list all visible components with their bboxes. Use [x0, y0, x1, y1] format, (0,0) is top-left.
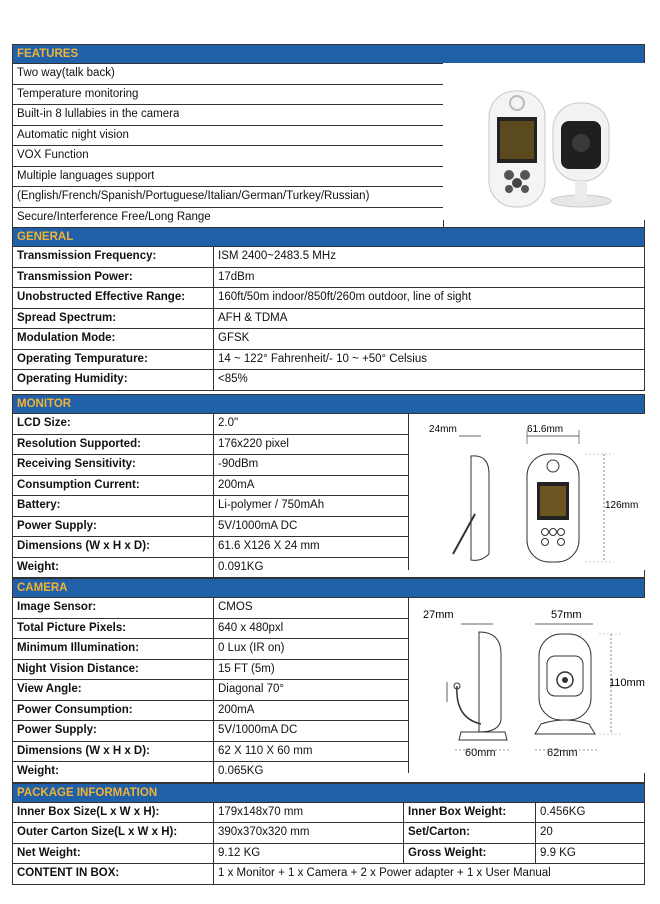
- product-photo: [443, 63, 645, 220]
- monitor-row: Consumption Current: 200mA: [13, 476, 644, 497]
- camera-table: [13, 598, 644, 783]
- general-row: Transmission Frequency: ISM 2400~2483.5 MHz: [13, 247, 644, 268]
- camera-row: Power Consumption: 200mA: [13, 701, 644, 722]
- general-row: Operating Tempurature: 14 ~ 122° Fahrenheit/- 10 ~ +50° Celsius: [13, 350, 644, 371]
- monitor-camera-package-block: [12, 394, 645, 885]
- camera-dimension-drawing: [408, 598, 646, 773]
- camera-depth-label: 27mm: [423, 609, 454, 621]
- package-row: Outer Carton Size(L x W x H): 390x370x320 mm Set/Carton: 20: [13, 823, 644, 844]
- features-general-block: [12, 44, 645, 391]
- monitor-dimension-drawing: [408, 414, 646, 570]
- camera-base-depth-label: 60mm: [465, 747, 496, 759]
- camera-row: View Angle: Diagonal 70°: [13, 680, 644, 701]
- camera-row: Night Vision Distance: 15 FT (5m): [13, 660, 644, 681]
- monitor-row: Weight: 0.091KG: [13, 558, 644, 579]
- monitor-row: Power Supply: 5V/1000mA DC: [13, 517, 644, 538]
- feature-item: Temperature monitoring: [13, 85, 444, 106]
- feature-item: Automatic night vision: [13, 126, 444, 147]
- monitor-row: LCD Size: 2.0": [13, 414, 644, 435]
- monitor-table: [13, 414, 644, 578]
- monitor-height-label: 126mm: [605, 500, 639, 511]
- monitor-depth-label: 24mm: [429, 424, 457, 435]
- camera-row: Minimum Illumination: 0 Lux (IR on): [13, 639, 644, 660]
- camera-diagram: [409, 598, 646, 773]
- camera-row: Dimensions (W x H x D): 62 X 110 X 60 mm: [13, 742, 644, 763]
- monitor-header: MONITOR: [13, 395, 644, 414]
- monitor-row: Resolution Supported: 176x220 pixel: [13, 435, 644, 456]
- monitor-width-label: 61.6mm: [527, 424, 564, 435]
- monitor-row: Receiving Sensitivity: -90dBm: [13, 455, 644, 476]
- monitor-row: Battery: Li-polymer / 750mAh: [13, 496, 644, 517]
- general-row: Spread Spectrum: AFH & TDMA: [13, 309, 644, 330]
- package-table: [13, 803, 644, 884]
- general-row: Operating Humidity: <85%: [13, 370, 644, 390]
- camera-height-label: 110mm: [609, 677, 645, 689]
- camera-row: Power Supply: 5V/1000mA DC: [13, 721, 644, 742]
- baby-monitor-set-image: [443, 63, 645, 220]
- camera-row: Weight: 0.065KG: [13, 762, 644, 783]
- package-content-row: CONTENT IN BOX: 1 x Monitor + 1 x Camera + 2 x Power adapter + 1 x User Manual: [13, 864, 644, 884]
- feature-item: (English/French/Spanish/Portuguese/Italian/German/Turkey/Russian): [13, 187, 444, 208]
- package-row: Net Weight: 9.12 KG Gross Weight: 9.9 KG: [13, 844, 644, 865]
- feature-item: Multiple languages support: [13, 167, 444, 188]
- camera-row: Total Picture Pixels: 640 x 480pxl: [13, 619, 644, 640]
- monitor-row: Dimensions (W x H x D): 61.6 X126 X 24 mm: [13, 537, 644, 558]
- general-table: [13, 247, 644, 390]
- camera-width-label: 57mm: [551, 609, 582, 621]
- monitor-diagram: [409, 414, 646, 570]
- feature-item: Built-in 8 lullabies in the camera: [13, 105, 444, 126]
- camera-row: Image Sensor: CMOS: [13, 598, 644, 619]
- features-header: FEATURES: [13, 45, 644, 64]
- feature-item: Two way(talk back): [13, 64, 444, 85]
- general-row: Unobstructed Effective Range: 160ft/50m indoor/850ft/260m outdoor, line of sight: [13, 288, 644, 309]
- feature-item: VOX Function: [13, 146, 444, 167]
- camera-base-width-label: 62mm: [547, 747, 578, 759]
- camera-header: CAMERA: [13, 578, 644, 598]
- feature-item: Secure/Interference Free/Long Range: [13, 208, 444, 228]
- package-header: PACKAGE INFORMATION: [13, 783, 644, 803]
- general-row: Transmission Power: 17dBm: [13, 268, 644, 289]
- package-row: Inner Box Size(L x W x H): 179x148x70 mm Inner Box Weight: 0.456KG: [13, 803, 644, 824]
- general-header: GENERAL: [13, 227, 644, 247]
- general-row: Modulation Mode: GFSK: [13, 329, 644, 350]
